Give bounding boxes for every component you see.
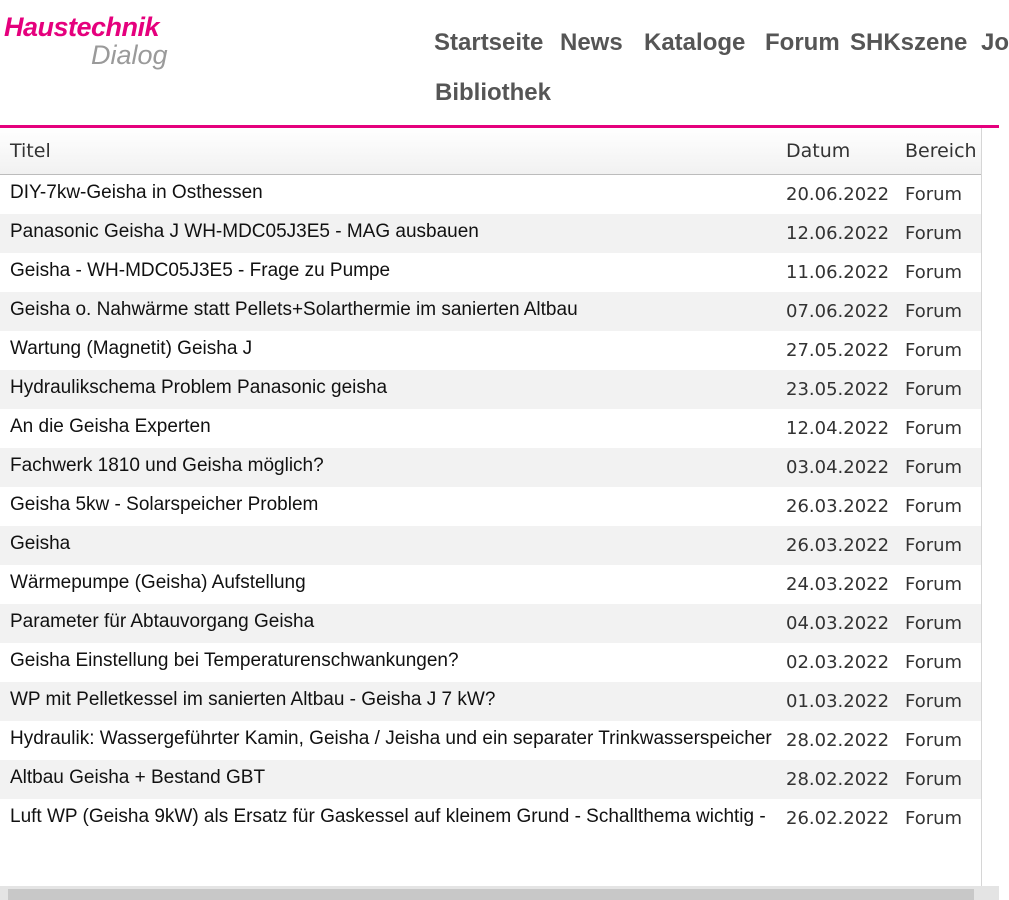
- table-row[interactable]: [0, 448, 981, 487]
- row-title-link[interactable]: Geisha 5kw - Solarspeicher Problem: [10, 494, 319, 515]
- row-area: Forum: [905, 184, 963, 205]
- row-title-link[interactable]: DIY-7kw-Geisha in Osthessen: [10, 182, 263, 203]
- table-row[interactable]: [0, 721, 981, 760]
- row-area: Forum: [905, 418, 963, 439]
- row-title-link[interactable]: Altbau Geisha + Bestand GBT: [10, 767, 266, 788]
- row-area: Forum: [905, 682, 981, 721]
- horizontal-scrollbar[interactable]: [0, 886, 999, 900]
- results-table: [0, 128, 981, 838]
- row-date: 26.02.2022: [786, 808, 890, 829]
- nav-item-kataloge[interactable]: Kataloge: [644, 29, 746, 56]
- row-area: Forum: [905, 730, 963, 751]
- nav-item-news[interactable]: News: [560, 29, 623, 56]
- row-title-link[interactable]: Fachwerk 1810 und Geisha möglich?: [10, 455, 324, 476]
- row-title-link[interactable]: Hydraulik: Wassergeführter Kamin, Geisha / Jeisha und ein separater Trinkwasserspeicher: [10, 728, 772, 749]
- row-area: Forum: [905, 214, 981, 253]
- row-date: 12.04.2022: [786, 418, 890, 439]
- row-date: 24.03.2022: [786, 574, 890, 595]
- row-title-link[interactable]: Panasonic Geisha J WH-MDC05J3E5 - MAG ausbauen: [10, 221, 479, 242]
- nav-item-shkszene[interactable]: SHKszene: [850, 29, 968, 56]
- table-header-row: [0, 128, 981, 175]
- table-row[interactable]: [0, 331, 981, 370]
- table-row[interactable]: [0, 799, 981, 838]
- row-title-link[interactable]: Geisha: [10, 533, 71, 554]
- table-row[interactable]: [0, 760, 981, 799]
- row-title-link[interactable]: WP mit Pelletkessel im sanierten Altbau - Geisha J 7 kW?: [10, 689, 496, 710]
- table-row[interactable]: [0, 292, 981, 331]
- row-date: 03.04.2022: [786, 448, 905, 487]
- row-date: 27.05.2022: [786, 340, 890, 361]
- table-row[interactable]: [0, 487, 981, 526]
- row-date: 11.06.2022: [786, 262, 890, 283]
- table-row[interactable]: [0, 370, 981, 409]
- row-area: Forum: [905, 526, 981, 565]
- row-date: 01.03.2022: [786, 682, 905, 721]
- table-row[interactable]: [0, 409, 981, 448]
- row-date: 02.03.2022: [786, 652, 890, 673]
- table-row[interactable]: [0, 682, 981, 721]
- row-title-link[interactable]: Geisha Einstellung bei Temperaturenschwankungen?: [10, 650, 459, 671]
- row-title-link[interactable]: Parameter für Abtauvorgang Geisha: [10, 611, 315, 632]
- row-area: Forum: [905, 448, 981, 487]
- row-title-link[interactable]: Geisha - WH-MDC05J3E5 - Frage zu Pumpe: [10, 260, 391, 281]
- logo-text-haustechnik: Haustechnik: [4, 12, 160, 42]
- site-logo[interactable]: [4, 12, 168, 68]
- row-date: 28.02.2022: [786, 760, 905, 799]
- nav-item-startseite[interactable]: Startseite: [434, 29, 544, 56]
- nav-item-jobs-cutoff[interactable]: Jo: [981, 29, 1009, 56]
- row-title-link[interactable]: Luft WP (Geisha 9kW) als Ersatz für Gaskessel auf kleinem Grund - Schallthema wichtig -: [10, 806, 766, 827]
- row-area: Forum: [905, 262, 963, 283]
- row-area: Forum: [905, 574, 963, 595]
- table-row[interactable]: [0, 214, 981, 253]
- table-row[interactable]: [0, 643, 981, 682]
- row-title-link[interactable]: Wärmepumpe (Geisha) Aufstellung: [10, 572, 306, 593]
- logo-text-dialog: Dialog: [91, 40, 168, 70]
- table-row[interactable]: [0, 526, 981, 565]
- row-area: Forum: [905, 652, 963, 673]
- row-area: Forum: [905, 604, 981, 643]
- row-area: Forum: [905, 340, 963, 361]
- nav-item-forum[interactable]: Forum: [765, 29, 840, 56]
- row-area: Forum: [905, 292, 981, 331]
- table-row[interactable]: [0, 604, 981, 643]
- row-date: 28.02.2022: [786, 730, 890, 751]
- row-area: Forum: [905, 370, 981, 409]
- column-header-title[interactable]: Titel: [0, 128, 786, 175]
- row-date: 26.03.2022: [786, 526, 905, 565]
- row-date: 04.03.2022: [786, 604, 905, 643]
- table-row[interactable]: [0, 565, 981, 604]
- row-title-link[interactable]: Wartung (Magnetit) Geisha J: [10, 338, 253, 359]
- row-title-link[interactable]: Hydraulikschema Problem Panasonic geisha: [10, 377, 388, 398]
- row-title-link[interactable]: Geisha o. Nahwärme statt Pellets+Solarthermie im sanierten Altbau: [10, 299, 578, 320]
- results-table-container: [0, 128, 982, 900]
- scrollbar-thumb[interactable]: [8, 889, 974, 900]
- row-area: Forum: [905, 808, 963, 829]
- column-header-date[interactable]: Datum: [786, 128, 905, 175]
- row-area: Forum: [905, 496, 963, 517]
- row-date: 20.06.2022: [786, 184, 890, 205]
- row-date: 23.05.2022: [786, 370, 905, 409]
- row-title-link[interactable]: An die Geisha Experten: [10, 416, 211, 437]
- nav-item-bibliothek[interactable]: Bibliothek: [435, 79, 552, 106]
- row-date: 26.03.2022: [786, 496, 890, 517]
- row-area: Forum: [905, 760, 981, 799]
- table-row[interactable]: [0, 253, 981, 292]
- site-header: [0, 0, 1009, 125]
- row-date: 07.06.2022: [786, 292, 905, 331]
- table-row[interactable]: [0, 175, 981, 215]
- column-header-area[interactable]: Bereich: [905, 128, 981, 175]
- row-date: 12.06.2022: [786, 214, 905, 253]
